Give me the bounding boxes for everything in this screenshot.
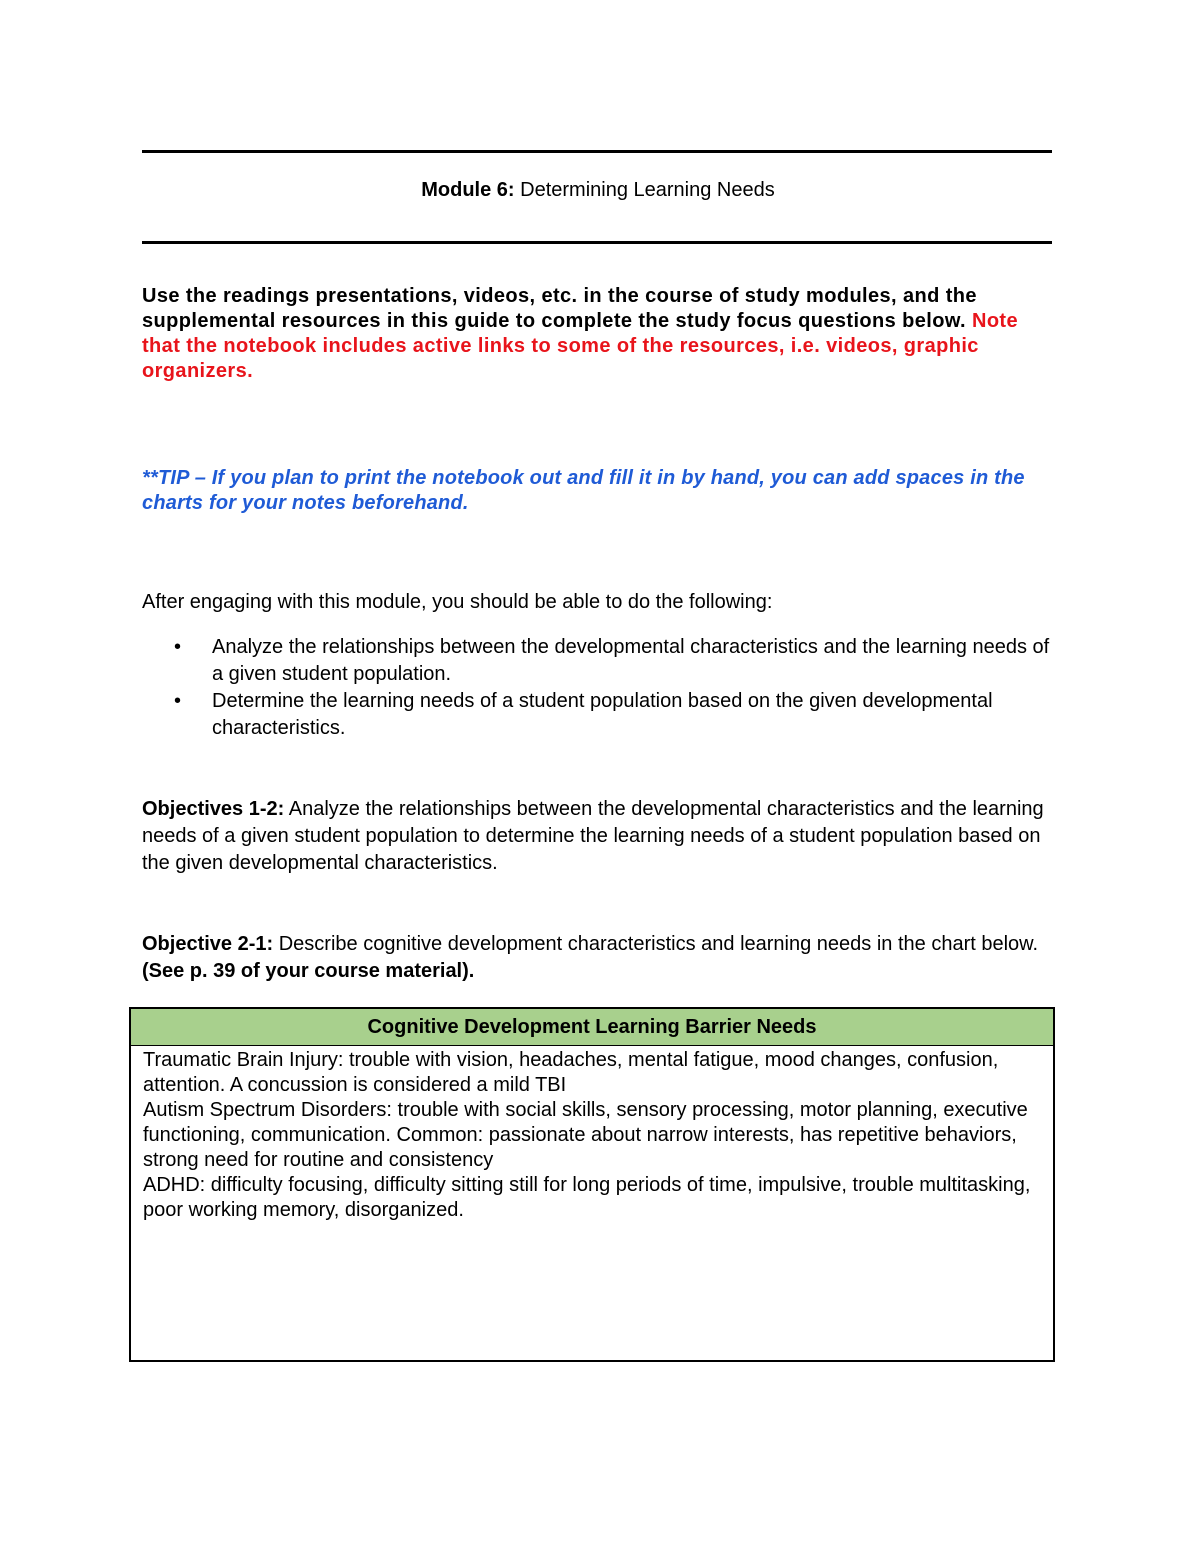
intro-note: Note that the notebook includes active links to some of the resources, i.e. videos, graphic organizers. <box>142 310 1019 382</box>
module-title: Determining Learning Needs <box>514 179 775 201</box>
bullet-icon: • <box>174 690 182 712</box>
chart-header: Cognitive Development Learning Barrier Needs <box>130 1008 1054 1046</box>
objective-list <box>142 634 1054 742</box>
bullet-icon: • <box>174 636 182 658</box>
after-engaging-text: After engaging with this module, you should be able to do the following: <box>142 591 773 613</box>
list-item-text: Determine the learning needs of a student population based on the given developmental characteristics. <box>212 690 993 739</box>
tip-text: **TIP – If you plan to print the notebook out and fill it in by hand, you can add spaces in the charts for your notes beforehand. <box>142 467 1025 514</box>
document-page <box>142 150 1054 985</box>
objectives-1-2-label: Objectives 1-2: <box>142 798 285 820</box>
bottom-divider <box>142 241 1052 244</box>
objectives-1-2 <box>142 796 1054 877</box>
chart-line-tbi: Traumatic Brain Injury: trouble with vision, headaches, mental fatigue, mood changes, confusion, attention. A concussion is considered a mild TBI <box>143 1049 999 1096</box>
list-item-text: Analyze the relationships between the developmental characteristics and the learning needs of a given student population. <box>212 636 1050 685</box>
objective-2-1-reference: (See p. 39 of your course material). <box>142 960 475 982</box>
list-item <box>142 634 1054 688</box>
chart-line-adhd: ADHD: difficulty focusing, difficulty sitting still for long periods of time, impulsive, trouble multitasking, poor working memory, disorganized. <box>143 1174 1031 1221</box>
objective-2-1-label: Objective 2-1: <box>142 933 274 955</box>
objective-2-1 <box>142 931 1054 985</box>
objective-2-1-text: Describe cognitive development characteristics and learning needs in the chart below. <box>273 933 1039 955</box>
intro-text: Use the readings presentations, videos, etc. in the course of study modules, and the supplemental resources in this guide to complete the study focus questions below. <box>142 285 977 332</box>
module-label: Module 6: <box>421 179 515 201</box>
objectives-1-2-text: Analyze the relationships between the developmental characteristics and the learning needs of a given student population to determine the learning needs of a student population based on the given developmental characteristics. <box>142 798 1044 874</box>
module-heading <box>142 175 1054 205</box>
intro-instructions <box>142 284 1054 384</box>
cognitive-development-chart <box>129 1007 1055 1362</box>
list-item <box>142 688 1054 742</box>
top-divider <box>142 150 1052 153</box>
chart-cell[interactable] <box>130 1046 1054 1362</box>
chart-line-autism: Autism Spectrum Disorders: trouble with social skills, sensory processing, motor planning, executive functioning, communication. Common: passionate about narrow interests, has repetitive behaviors, strong need for routine and consistency <box>143 1099 1028 1171</box>
